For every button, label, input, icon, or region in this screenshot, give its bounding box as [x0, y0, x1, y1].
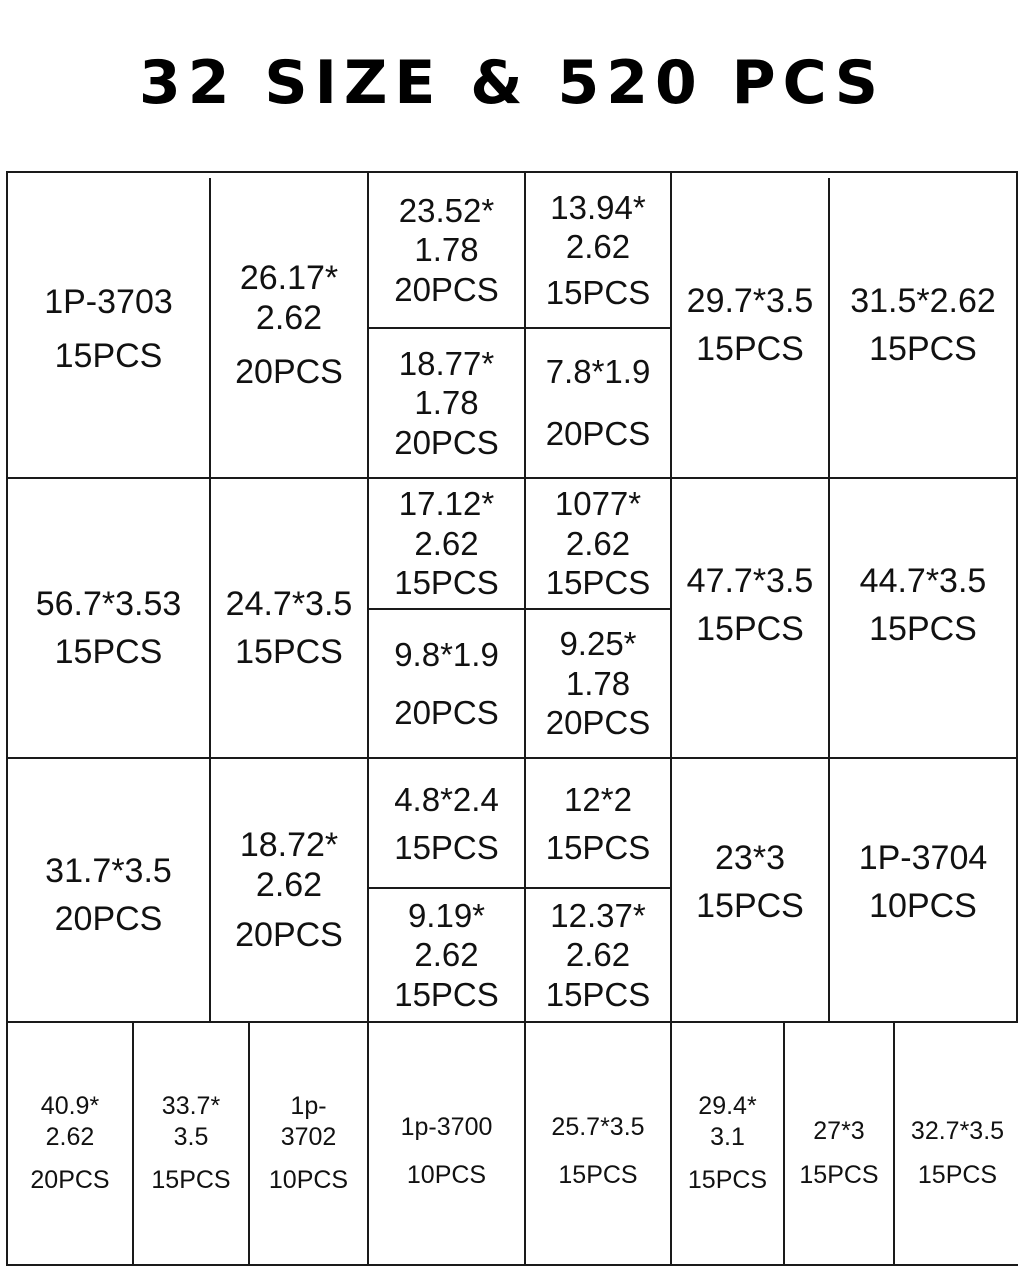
qty-label: 15PCS — [151, 1166, 231, 1195]
qty-label: 20PCS — [30, 1166, 110, 1195]
qty-label: 15PCS — [869, 610, 977, 648]
size-label: 7.8*1.9 — [545, 353, 651, 391]
size-label: 1.78 — [414, 231, 479, 269]
size-cell — [830, 173, 1016, 477]
size-label: 12*2 — [564, 781, 632, 819]
page-title: 32 SIZE & 520 PCS — [139, 48, 885, 118]
size-label: 40.9* — [40, 1091, 100, 1120]
size-label: 3702 — [280, 1122, 337, 1151]
size-label: 9.8*1.9 — [394, 635, 499, 673]
size-label: 2.62 — [565, 524, 631, 562]
size-label: 17.12* — [398, 485, 495, 523]
size-label: 44.7*3.5 — [859, 561, 987, 600]
qty-label: 15PCS — [394, 975, 499, 1013]
size-cell — [211, 173, 367, 477]
size-cell — [211, 759, 367, 1021]
size-cell — [250, 1023, 367, 1264]
size-label: 1P-3704 — [858, 838, 988, 877]
qty-label: 10PCS — [869, 887, 977, 925]
size-label: 47.7*3.5 — [686, 561, 814, 600]
size-label: 9.19* — [407, 896, 486, 934]
size-cell — [672, 173, 828, 477]
qty-label: 20PCS — [394, 423, 499, 461]
size-label: 29.7*3.5 — [686, 281, 814, 320]
size-label: 23*3 — [715, 838, 785, 877]
size-label: 23.52* — [398, 191, 495, 229]
qty-label: 15PCS — [545, 829, 651, 866]
size-label: 2.62 — [414, 936, 479, 974]
size-cell — [369, 329, 524, 477]
size-cell — [830, 479, 1016, 757]
qty-label: 20PCS — [545, 704, 651, 742]
qty-label: 20PCS — [235, 916, 343, 955]
qty-label: 15PCS — [394, 829, 499, 866]
size-label: 1.78 — [414, 384, 479, 422]
qty-label: 15PCS — [235, 633, 343, 671]
size-cell — [785, 1023, 893, 1264]
qty-label: 15PCS — [54, 337, 163, 375]
size-label: 1077* — [554, 485, 642, 523]
size-cell — [526, 329, 670, 477]
size-cell — [8, 759, 209, 1021]
size-label: 13.94* — [550, 188, 646, 226]
qty-label: 15PCS — [917, 1160, 998, 1189]
size-label: 31.5*2.62 — [850, 281, 996, 320]
qty-label: 15PCS — [545, 273, 651, 311]
size-cell — [211, 479, 367, 757]
size-label: 33.7* — [161, 1091, 221, 1120]
qty-label: 10PCS — [406, 1160, 487, 1189]
size-cell — [369, 1023, 524, 1264]
size-cell — [369, 761, 524, 887]
size-cell — [8, 479, 209, 757]
size-label: 31.7*3.5 — [45, 851, 172, 890]
size-label: 9.25* — [559, 625, 637, 663]
size-label: 32.7*3.5 — [910, 1117, 1005, 1146]
size-label: 27*3 — [813, 1117, 865, 1146]
size-label: 3.5 — [173, 1122, 209, 1151]
grid-line — [1016, 171, 1018, 1023]
qty-label: 15PCS — [696, 610, 804, 648]
size-cell — [526, 610, 670, 757]
qty-label: 15PCS — [545, 564, 651, 602]
qty-label: 15PCS — [545, 975, 651, 1013]
size-label: 1p- — [290, 1091, 327, 1120]
size-label: 2.62 — [414, 524, 479, 562]
size-cell — [672, 759, 828, 1021]
size-cell — [369, 889, 524, 1021]
qty-label: 20PCS — [394, 270, 499, 308]
qty-label: 15PCS — [558, 1160, 638, 1189]
qty-label: 20PCS — [394, 693, 499, 731]
qty-label: 15PCS — [687, 1166, 768, 1195]
size-cell — [8, 173, 209, 477]
size-label: 56.7*3.53 — [35, 584, 182, 623]
size-cell — [369, 610, 524, 757]
size-label: 1.78 — [565, 664, 631, 702]
size-label: 4.8*2.4 — [394, 781, 499, 819]
size-cell — [526, 889, 670, 1021]
size-cell — [672, 1023, 783, 1264]
qty-label: 15PCS — [696, 330, 804, 368]
size-cell — [134, 1023, 248, 1264]
size-cell — [830, 759, 1016, 1021]
size-label: 29.4* — [698, 1091, 757, 1120]
size-label: 24.7*3.5 — [225, 584, 353, 623]
size-label: 12.37* — [550, 896, 646, 934]
size-cell — [526, 1023, 670, 1264]
qty-label: 10PCS — [268, 1166, 349, 1195]
size-label: 3.1 — [710, 1122, 745, 1151]
qty-label: 20PCS — [545, 415, 651, 452]
qty-label: 15PCS — [799, 1160, 879, 1189]
size-label: 2.62 — [255, 298, 323, 337]
qty-label: 15PCS — [696, 887, 804, 925]
size-cell — [369, 173, 524, 327]
qty-label: 20PCS — [54, 900, 163, 938]
size-label: 18.72* — [239, 825, 339, 864]
size-label: 25.7*3.5 — [551, 1113, 645, 1142]
size-cell — [526, 173, 670, 327]
qty-label: 15PCS — [54, 633, 163, 671]
size-label: 2.62 — [45, 1122, 95, 1151]
qty-label: 15PCS — [394, 564, 499, 602]
size-label: 2.62 — [565, 228, 631, 266]
size-cell — [369, 479, 524, 608]
size-label: 2.62 — [255, 865, 323, 904]
size-cell — [526, 479, 670, 608]
size-label: 1P-3703 — [44, 282, 173, 321]
grid-line — [6, 1264, 1018, 1266]
size-cell — [526, 761, 670, 887]
qty-label: 20PCS — [235, 353, 343, 392]
qty-label: 15PCS — [869, 330, 977, 368]
size-label: 1p-3700 — [400, 1113, 493, 1142]
size-label: 2.62 — [565, 936, 631, 974]
size-cell — [8, 1023, 132, 1264]
size-cell — [672, 479, 828, 757]
size-label: 26.17* — [239, 258, 339, 297]
size-label: 18.77* — [398, 344, 495, 382]
size-cell — [895, 1023, 1020, 1264]
